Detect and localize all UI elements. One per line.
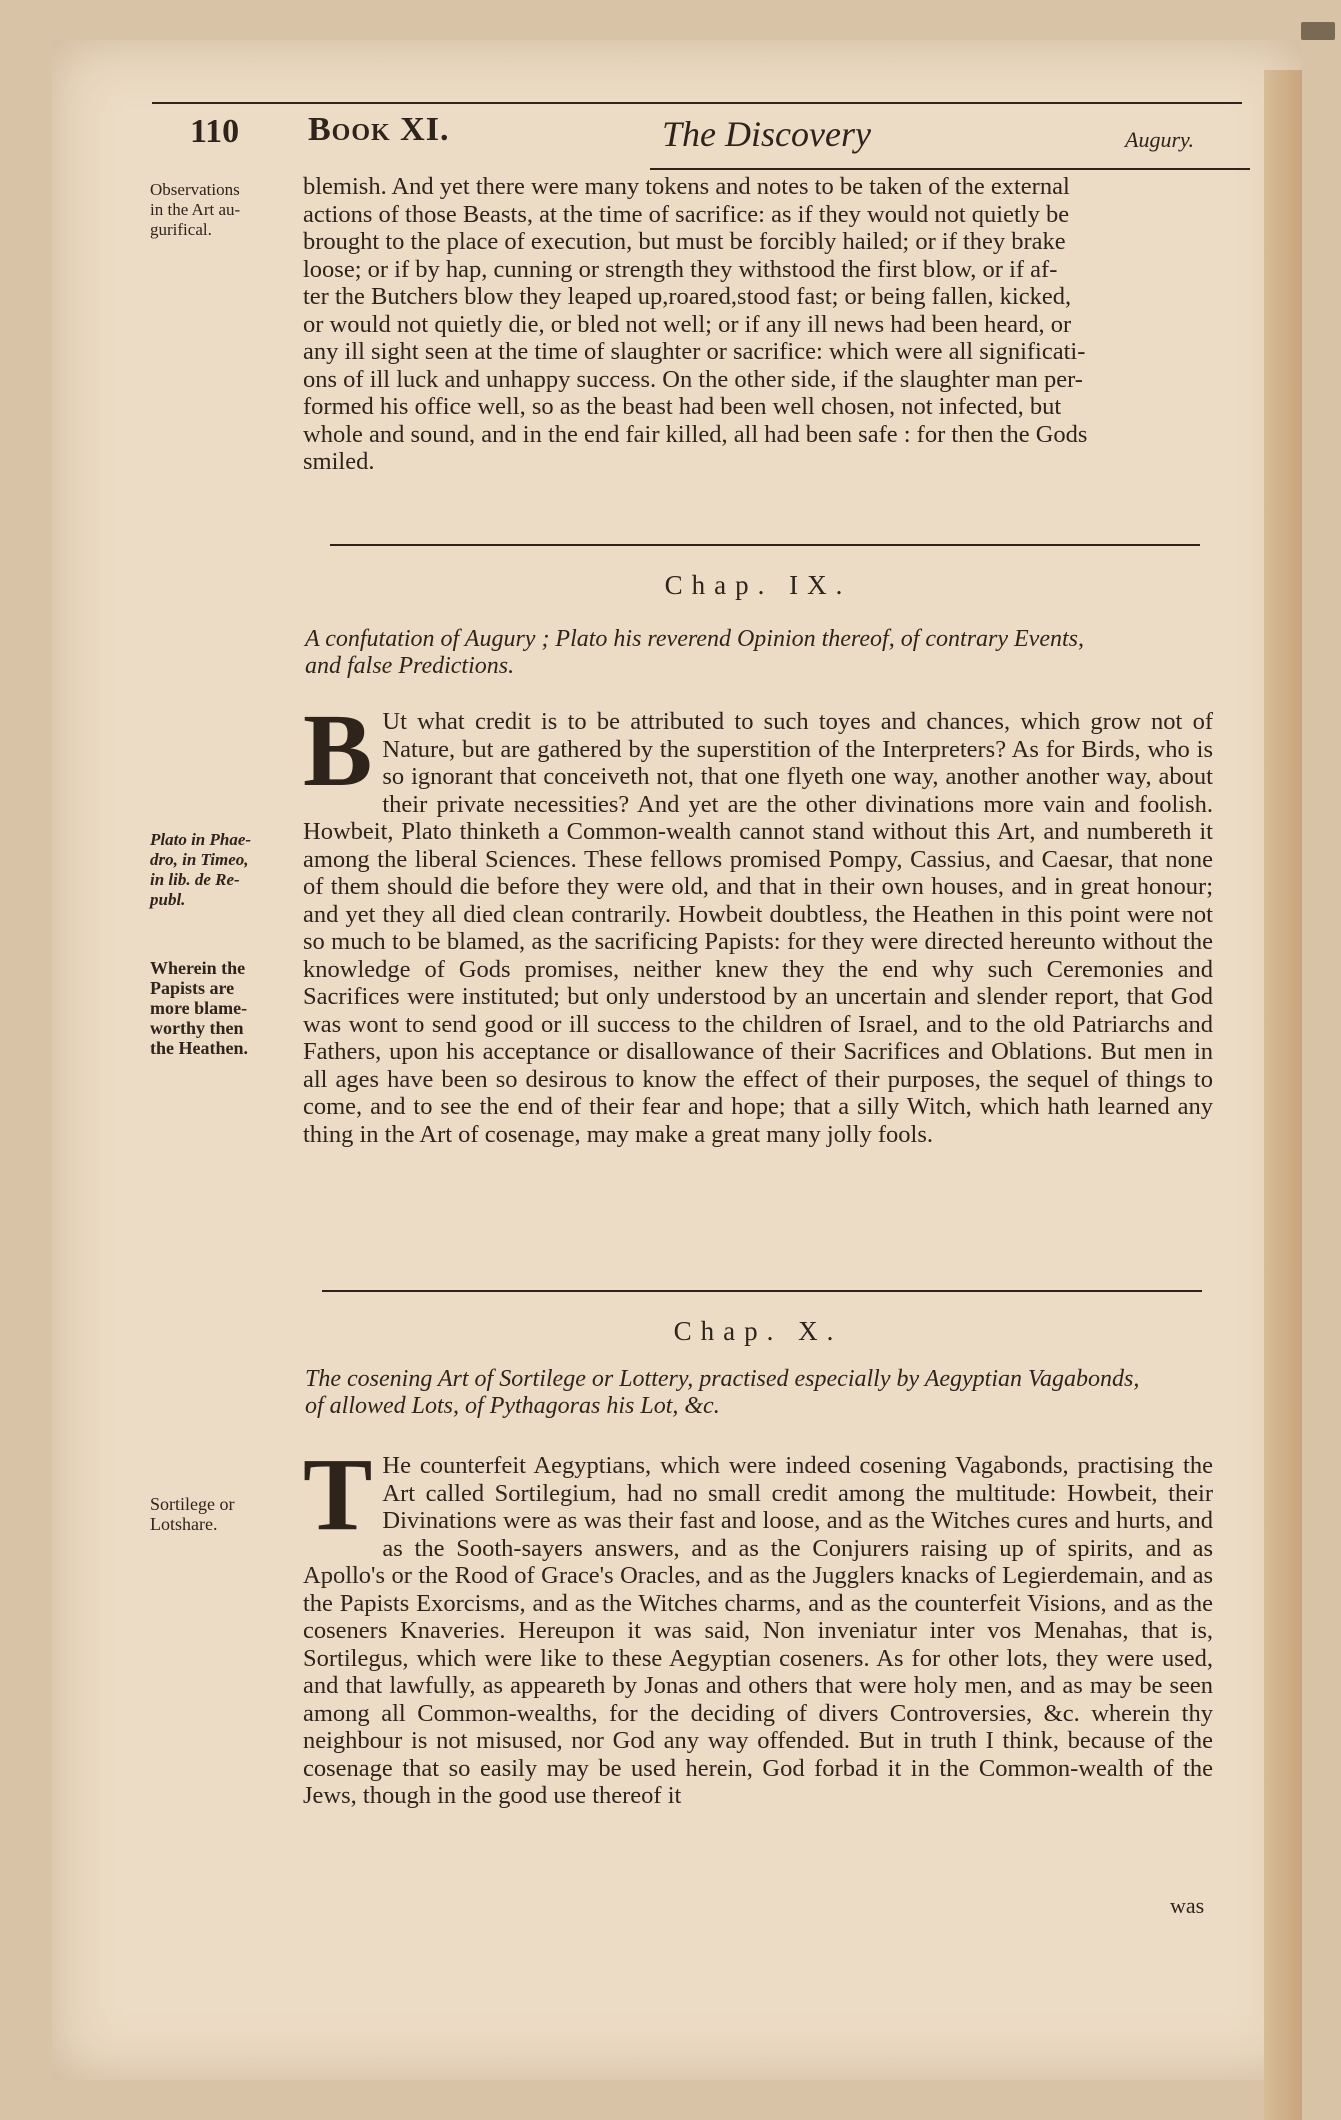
page-number: 110: [190, 113, 240, 150]
chapter-ix-paragraph: [303, 693, 1213, 1253]
page-edge: [1264, 70, 1302, 2120]
catchword: was: [1170, 1893, 1205, 1918]
margin-note-sortilege: Sortilege or Lotshare.: [150, 1494, 235, 1534]
chapter-ix-summary: A confutation of Augury ; Plato his reverend Opinion thereof, of contrary Events, and false Predictions.: [305, 626, 1084, 679]
margin-note-observations: Observations in the Art au- gurifical.: [150, 180, 241, 239]
section-rule-1: [330, 544, 1200, 546]
top-rule: [152, 102, 1242, 104]
chapter-ix-text: Ut what credit is to be attributed to such toyes and chances, which grow not of Nature, but are gathered by the superstition of the Interpreters? As for Birds, who is so ignorant that conceiveth not, that one flyeth one way, another another way, about their private necessities? And yet are the other divinations more vain and foolish. Howbeit, Plato thinketh a Common-wealth cannot stand without this Art, and numbereth it among the liberal Sciences. These fellows promised Pompy, Cassius, and Caesar, that none of them should die before they were old, and that in their own houses, and in great honour; and yet they all died clean contrarily. Howbeit doubtless, the Heathen in this point were not so much to be blamed, as the sacrificing Papists: for they were directed hereunto without the knowledge of Gods promises, neither knew they the end why such Ceremonies and Sacrifices were instituted; but only understood by an uncertain and slender report, that God was wont to send good or ill success to the children of Israel, and to the old Patriarchs and Fathers, upon his acceptance or disallowance of their Sacrifices and Oblations. But men in all ages have been so desirous to know the effect of their purposes, the sequel of things to come, and to see the end of their fear and hope; that a silly Witch, which hath learned any thing in the Art of cosenage, may make a great many jolly fools.: [303, 708, 1213, 1148]
top-paragraph: blemish. And yet there were many tokens and notes to be taken of the external actions of those Beasts, at the time of sacrifice: as if they would not quietly be brought to the place of execution, but must be forcibly hailed; or if they brake loose; or if by hap, cunning or strength they withstood the first blow, or if af- ter the Butchers blow they leaped up,roared,stood fast; or being fallen, kicked, or would not quietly die, or bled not well; or if any ill news had been heard, or any ill sight seen at the time of slaughter or sacrifice: which were all significati- ons of ill luck and unhappy success. On the other side, if the slaughter man per- formed his office well, so as the beast had been well chosen, not infected, but whole and sound, and in the end fair killed, all had been safe : for then the Gods smiled.: [303, 173, 1088, 475]
chapter-x-summary: The cosening Art of Sortilege or Lottery, practised especially by Aegyptian Vagabonds, of allowed Lots, of Pythagoras his Lot, &c.: [305, 1366, 1140, 1419]
head-underline: [650, 168, 1250, 170]
running-topic: Augury.: [1125, 127, 1195, 152]
page-tab-marker: [1301, 22, 1335, 40]
book-label: Book XI.: [308, 111, 450, 148]
running-head: [150, 105, 1250, 165]
drop-cap: B: [303, 693, 373, 808]
chapter-x-heading: Chap. X.: [673, 1316, 843, 1346]
drop-cap: T: [303, 1437, 373, 1552]
section-rule-2: [322, 1290, 1202, 1292]
margin-note-papists: Wherein the Papists are more blame- worthy then the Heathen.: [150, 958, 248, 1058]
chapter-x-text: He counterfeit Aegyptians, which were indeed cosening Vagabonds, practising the Art called Sortilegium, had no small credit among the multitude: Howbeit, their Divinations were as was their fast and loose, and as the Witches cures and hurts, and as the Sooth-sayers answers, and as the Conjurers raising up of spirits, and as Apollo's or the Rood of Grace's Oracles, and as the Jugglers knacks of Legierdemain, and as the Papists Exorcisms, and as the Witches charms, and as the counterfeit Visions, and as the coseners Knaveries. Hereupon it was said, Non inveniatur inter vos Menahas, that is, Sortilegus, which were like to these Aegyptian coseners. As for other lots, they were used, and that lawfully, as appeareth by Jonas and others that were holy men, and as may be seen among all Common-wealths, for the deciding of divers Controversies, &c. wherein thy neighbour is not misused, nor God any way offended. But in truth I think, because of the cosenage that so easily may be used herein, God forbad it in the Common-wealth of the Jews, though in the good use thereof it: [303, 1452, 1213, 1809]
chapter-x-paragraph: [303, 1437, 1213, 1888]
chapter-ix-heading: Chap. IX.: [664, 570, 852, 600]
running-title: The Discovery: [662, 114, 871, 154]
margin-note-plato: Plato in Phae- dro, in Timeo, in lib. de Re- publ.: [150, 830, 252, 909]
